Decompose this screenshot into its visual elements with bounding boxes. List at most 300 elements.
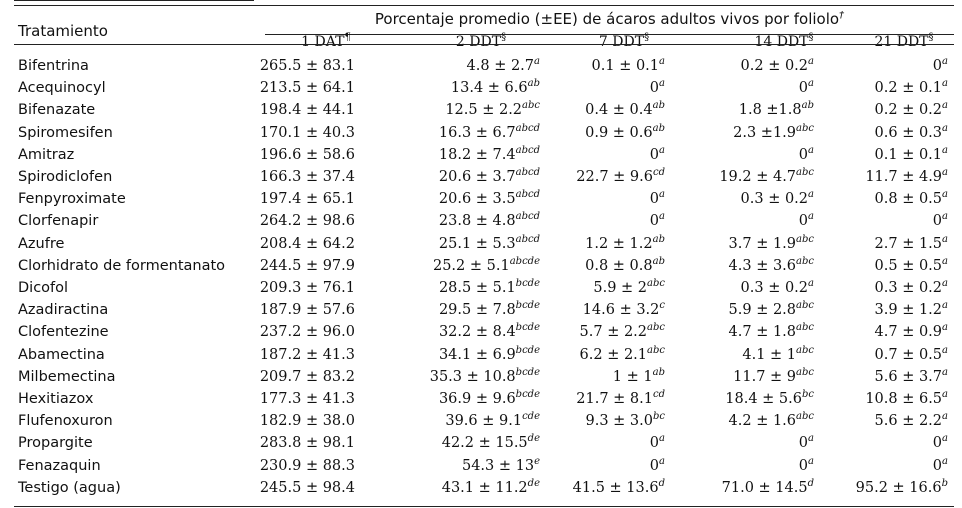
cell-col-5 [874, 233, 948, 252]
table-row [14, 57, 954, 78]
treatment-name: Azufre [18, 235, 65, 252]
cell-col-5 [932, 455, 948, 474]
significance-letters: abcd [515, 211, 540, 223]
treatment-name: Milbemectina [18, 368, 116, 385]
cell-value: 5.9 ± 2 [593, 280, 648, 296]
cell-value: 2.7 ± 1.5 [874, 235, 943, 252]
cell-value: 11.7 ± 4.9 [865, 169, 943, 185]
table-row [14, 257, 954, 278]
significance-letters: abc [796, 122, 814, 134]
cell-value: 23.8 ± 4.8 [438, 213, 516, 230]
treatment-name: Dicofol [18, 280, 69, 296]
cell-value: 41.5 ± 13.6 [572, 479, 659, 496]
cell-value: 208.4 ± 64.2 [259, 235, 355, 252]
significance-letters: ab [801, 100, 814, 112]
cell-col-3 [650, 213, 665, 229]
cell-value: 0 [798, 80, 809, 97]
table-row [14, 412, 954, 433]
cell-value: 0 [649, 80, 660, 97]
cell-value: 0 [798, 146, 809, 163]
significance-letters: ab [527, 78, 540, 90]
table-row [14, 146, 954, 167]
table-row [14, 279, 954, 300]
cell-col-1 [260, 147, 355, 163]
cell-col-5 [875, 413, 948, 429]
significance-letters: bcde [515, 389, 540, 400]
significance-letters: de [527, 433, 540, 445]
treatment-name: Testigo (agua) [18, 479, 121, 496]
cell-col-1 [260, 369, 355, 385]
cell-value: 0.1 ± 0.1 [591, 58, 660, 74]
cell-col-2 [432, 255, 540, 274]
cell-col-2 [442, 435, 540, 451]
cell-value: 198.4 ± 44.1 [259, 102, 355, 119]
span-title-mark: † [839, 10, 845, 21]
significance-letters: a [942, 433, 948, 445]
cell-col-1 [260, 236, 355, 252]
significance-letters: a [808, 144, 814, 156]
cell-value: 187.9 ± 57.6 [259, 302, 355, 319]
treatment-name: Clofentezine [18, 324, 109, 341]
cell-value: 21.7 ± 8.1 [576, 391, 653, 407]
cell-value: 6.2 ± 2.1 [579, 346, 648, 363]
significance-letters: a [942, 56, 948, 67]
cell-col-3 [572, 477, 665, 496]
column-header-mark: § [928, 32, 934, 43]
cell-col-4 [741, 191, 814, 207]
cell-col-4 [799, 213, 814, 229]
significance-letters: a [942, 411, 948, 423]
cell-col-3 [585, 233, 665, 252]
significance-letters: abc [796, 322, 814, 334]
cell-value: 0.3 ± 0.2 [740, 191, 809, 208]
significance-letters: a [942, 144, 948, 156]
cell-value: 237.2 ± 96.0 [259, 324, 355, 341]
cell-value: 4.2 ± 1.6 [728, 413, 797, 430]
cell-value: 0 [649, 146, 660, 163]
cell-value: 0 [798, 213, 809, 230]
cell-value: 95.2 ± 16.6 [855, 479, 942, 496]
cell-value: 209.3 ± 76.1 [259, 280, 355, 296]
cell-value: 71.0 ± 14.5 [721, 479, 808, 496]
cell-col-1 [260, 191, 355, 207]
cell-value: 0.2 ± 0.2 [740, 58, 809, 74]
significance-letters: abc [522, 100, 540, 112]
significance-letters: a [942, 122, 948, 134]
header-span-title [265, 10, 954, 28]
column-header-4 [714, 34, 854, 50]
treatment-name: Bifentrina [18, 58, 89, 74]
significance-letters: a [659, 211, 665, 223]
cell-col-2 [439, 302, 540, 318]
cell-value: 196.6 ± 58.6 [259, 146, 355, 163]
table-row [14, 457, 954, 478]
cell-value: 209.7 ± 83.2 [259, 368, 355, 385]
cell-value: 25.2 ± 5.1 [432, 257, 510, 274]
significance-letters: d [807, 477, 814, 489]
significance-letters: ab [652, 366, 665, 378]
cell-value: 0 [649, 191, 660, 208]
cell-value: 177.3 ± 41.3 [259, 391, 355, 407]
cell-col-4 [721, 477, 814, 496]
treatment-name: Clorfenapir [18, 213, 99, 230]
cell-col-5 [933, 58, 948, 74]
cell-value: 36.9 ± 9.6 [438, 391, 516, 407]
significance-letters: a [942, 389, 948, 400]
significance-letters: abc [647, 322, 665, 334]
cell-col-5 [875, 102, 948, 118]
cell-col-4 [725, 391, 814, 407]
cell-value: 244.5 ± 97.9 [259, 257, 355, 274]
cell-col-5 [874, 366, 948, 385]
cell-value: 0.1 ± 0.1 [874, 146, 943, 163]
cell-col-1 [260, 58, 355, 74]
table-row [14, 434, 954, 455]
cell-col-3 [612, 366, 665, 385]
cell-value: 0.9 ± 0.6 [585, 124, 653, 141]
cell-col-3 [585, 102, 665, 118]
cell-value: 182.9 ± 38.0 [259, 413, 355, 430]
treatment-name: Azadiractina [18, 302, 109, 319]
table-row [14, 235, 954, 256]
cell-col-4 [729, 324, 814, 340]
table-bottom-rule [14, 506, 954, 507]
cell-col-3 [585, 413, 665, 429]
significance-letters: bcde [515, 300, 540, 312]
cell-col-2 [439, 280, 540, 296]
significance-letters: abcd [515, 233, 540, 245]
significance-letters: ab [652, 100, 665, 112]
cell-value: 187.2 ± 41.3 [259, 346, 355, 363]
cell-value: 5.9 ± 2.8 [728, 302, 797, 319]
cell-value: 32.2 ± 8.4 [438, 324, 516, 341]
cell-value: 0 [932, 435, 943, 452]
significance-letters: abc [796, 233, 814, 245]
significance-letters: abcd [515, 189, 540, 201]
table-row [14, 479, 954, 500]
cell-col-2 [438, 344, 540, 363]
significance-letters: bc [652, 411, 665, 423]
cell-col-4 [798, 455, 814, 474]
cell-col-1 [260, 324, 355, 340]
treatment-name: Fenazaquin [18, 457, 101, 474]
significance-letters: a [942, 322, 948, 334]
significance-letters: abcd [515, 167, 540, 178]
cell-value: 20.6 ± 3.5 [438, 191, 516, 208]
cell-value: 11.7 ± 9 [733, 368, 797, 385]
significance-letters: bc [801, 389, 814, 400]
treatment-name: Hexitiazox [18, 391, 94, 407]
cell-value: 0.8 ± 0.8 [585, 257, 653, 274]
treatment-name: Fenpyroximate [18, 191, 126, 208]
significance-letters: a [942, 211, 948, 223]
significance-letters: a [659, 144, 665, 156]
cell-col-1 [260, 347, 355, 363]
cell-value: 29.5 ± 7.8 [438, 302, 516, 319]
cell-value: 28.5 ± 5.1 [438, 280, 516, 296]
significance-letters: abc [796, 344, 814, 356]
column-header-5 [834, 34, 962, 50]
cell-value: 42.2 ± 15.5 [441, 435, 528, 452]
cell-col-5 [874, 122, 948, 141]
cell-col-4 [719, 169, 814, 185]
column-header-mark: ¶ [344, 32, 351, 43]
cell-col-3 [592, 58, 665, 74]
cell-col-3 [593, 280, 665, 296]
table-row [14, 390, 954, 411]
significance-letters: a [942, 300, 948, 312]
cell-col-2 [451, 80, 540, 96]
cell-value: 4.7 ± 0.9 [874, 324, 943, 341]
significance-letters: c [659, 300, 665, 312]
cell-value: 0.2 ± 0.2 [874, 102, 943, 119]
significance-letters: de [527, 477, 540, 489]
significance-letters: a [659, 56, 665, 67]
cell-value: 0.7 ± 0.5 [874, 346, 943, 363]
significance-letters: a [808, 56, 814, 67]
cell-col-4 [799, 435, 814, 451]
table-row [14, 346, 954, 367]
column-header-mark: § [501, 32, 507, 43]
cell-col-2 [438, 144, 540, 163]
treatment-name: Amitraz [18, 146, 75, 163]
cell-value: 0 [798, 457, 809, 474]
cell-col-3 [576, 169, 665, 185]
significance-letters: a [942, 344, 948, 356]
significance-letters: abcd [515, 144, 540, 156]
cell-col-3 [585, 255, 665, 274]
significance-letters: a [942, 366, 948, 378]
treatment-name: Acequinocyl [18, 80, 106, 97]
cell-value: 5.6 ± 3.7 [874, 368, 943, 385]
significance-letters: abc [647, 344, 665, 356]
significance-letters: cd [652, 167, 665, 178]
cell-value: 4.8 ± 2.7 [466, 58, 535, 74]
cell-value: 283.8 ± 98.1 [259, 435, 355, 452]
cell-value: 12.5 ± 2.2 [445, 102, 523, 119]
significance-letters: cd [652, 389, 665, 400]
cell-col-2 [439, 191, 540, 207]
table-top-rule [14, 5, 954, 6]
cell-value: 0.3 ± 0.2 [874, 280, 943, 296]
significance-letters: ab [652, 233, 665, 245]
significance-letters: a [534, 56, 540, 67]
significance-letters: a [942, 233, 948, 245]
cell-col-2 [439, 391, 540, 407]
cell-col-2 [439, 324, 540, 340]
significance-letters: ab [652, 122, 665, 134]
table-row [14, 168, 954, 189]
cell-col-2 [461, 455, 540, 474]
cell-value: 0 [798, 435, 809, 452]
column-header-label: 2 DDT [455, 34, 502, 50]
significance-letters: abcde [509, 255, 540, 267]
treatment-name: Spirodiclofen [18, 169, 113, 185]
cell-value: 0.5 ± 0.5 [874, 257, 943, 274]
cell-col-5 [933, 435, 948, 451]
cell-value: 1 ± 1 [612, 368, 653, 385]
cell-col-1 [260, 258, 355, 274]
table-row [14, 212, 954, 233]
table-row [14, 124, 954, 145]
cell-col-1 [260, 391, 355, 407]
cell-col-2 [467, 58, 540, 74]
significance-letters: a [659, 433, 665, 445]
cell-value: 245.5 ± 98.4 [259, 479, 355, 496]
significance-letters: abc [796, 366, 814, 378]
cell-col-4 [741, 58, 814, 74]
cell-value: 4.7 ± 1.8 [728, 324, 797, 341]
treatment-name: Spiromesifen [18, 124, 113, 141]
cell-col-4 [799, 80, 814, 96]
cell-col-4 [728, 233, 814, 252]
cell-value: 166.3 ± 37.4 [259, 169, 355, 185]
cell-value: 25.1 ± 5.3 [438, 235, 516, 252]
cell-value: 13.4 ± 6.6 [450, 80, 528, 97]
cell-value: 0 [649, 213, 660, 230]
significance-letters: a [808, 211, 814, 223]
column-header-3 [554, 34, 694, 50]
cell-value: 0 [649, 457, 660, 474]
treatment-name: Flufenoxuron [18, 413, 113, 430]
cell-value: 0.2 ± 0.1 [874, 80, 943, 97]
cell-value: 5.6 ± 2.2 [874, 413, 943, 430]
cell-col-2 [439, 213, 540, 229]
cell-col-3 [649, 455, 665, 474]
significance-letters: a [808, 278, 814, 289]
column-header-label: 14 DDT [754, 34, 809, 50]
cell-col-5 [875, 324, 948, 340]
treatment-name: Bifenazate [18, 102, 96, 119]
treatment-name: Clorhidrato de formentanato [18, 257, 226, 274]
cell-value: 54.3 ± 13 [461, 457, 535, 474]
significance-letters: a [659, 189, 665, 201]
cell-value: 20.6 ± 3.7 [438, 169, 516, 185]
cell-col-2 [429, 366, 540, 385]
cell-value: 213.5 ± 64.1 [259, 80, 355, 97]
significance-letters: a [808, 189, 814, 201]
cell-value: 1.8 ±1.8 [738, 102, 802, 119]
cell-value: 9.3 ± 3.0 [585, 413, 653, 430]
cell-col-1 [260, 435, 355, 451]
column-header-label: 7 DDT [598, 34, 645, 50]
cell-value: 34.1 ± 6.9 [438, 346, 516, 363]
cell-value: 0.8 ± 0.5 [874, 191, 943, 208]
cell-col-3 [649, 144, 665, 163]
column-header-label: 21 DDT [874, 34, 929, 50]
cell-value: 18.4 ± 5.6 [725, 391, 802, 407]
cell-value: 3.9 ± 1.2 [874, 302, 943, 319]
table-row [14, 301, 954, 322]
cell-value: 35.3 ± 10.8 [429, 368, 516, 385]
cell-col-1 [260, 213, 355, 229]
significance-letters: a [659, 78, 665, 90]
significance-letters: bcde [515, 278, 540, 289]
cell-col-2 [445, 413, 540, 429]
significance-letters: abc [796, 300, 814, 312]
cell-col-4 [733, 122, 814, 141]
cell-col-4 [729, 302, 814, 318]
significance-letters: b [941, 477, 948, 489]
span-title-text: Porcentaje promedio (±EE) de ácaros adultos vivos por foliolo [374, 10, 840, 28]
cell-col-3 [583, 302, 665, 318]
significance-letters: bcde [515, 366, 540, 378]
cell-col-4 [729, 413, 814, 429]
significance-letters: e [534, 455, 540, 467]
significance-letters: a [942, 100, 948, 112]
column-header-mark: § [808, 32, 814, 43]
table-row [14, 368, 954, 389]
cell-col-3 [576, 391, 665, 407]
cell-value: 4.3 ± 3.6 [728, 257, 797, 274]
significance-letters: a [942, 78, 948, 90]
significance-letters: d [658, 477, 665, 489]
cell-value: 19.2 ± 4.7 [719, 169, 797, 185]
cell-col-1 [260, 480, 355, 496]
cell-col-1 [260, 280, 355, 296]
cell-col-5 [874, 344, 948, 363]
header-tratamiento: Tratamiento [18, 22, 108, 40]
significance-letters: a [942, 189, 948, 201]
cell-value: 0 [932, 213, 943, 230]
cell-col-4 [742, 344, 814, 363]
column-header-mark: § [644, 32, 650, 43]
table-row [14, 323, 954, 344]
cell-value: 0.3 ± 0.2 [740, 280, 809, 296]
cell-value: 0.4 ± 0.4 [585, 102, 653, 119]
significance-letters: a [808, 433, 814, 445]
cell-value: 0 [649, 435, 660, 452]
header-bottom-rule [14, 44, 954, 45]
cell-value: 43.1 ± 11.2 [441, 479, 528, 496]
cell-col-3 [650, 191, 665, 207]
cell-value: 0 [932, 457, 943, 474]
cell-col-3 [579, 344, 665, 363]
column-header-2 [411, 34, 551, 50]
cell-col-5 [855, 477, 948, 496]
cell-value: 264.2 ± 98.6 [259, 213, 355, 230]
cell-col-2 [441, 477, 540, 496]
cell-col-5 [875, 302, 948, 318]
cell-col-1 [260, 169, 355, 185]
cell-value: 197.4 ± 65.1 [259, 191, 355, 208]
treatment-name: Propargite [18, 435, 93, 452]
cell-col-5 [874, 144, 948, 163]
cell-value: 16.3 ± 6.7 [438, 124, 516, 141]
cell-col-3 [650, 80, 665, 96]
cell-col-2 [438, 233, 540, 252]
significance-letters: bcde [515, 344, 540, 356]
cell-col-4 [739, 102, 814, 118]
significance-letters: abc [796, 411, 814, 423]
column-header-label: 1 DAT [301, 34, 345, 50]
significance-letters: bcde [515, 322, 540, 334]
cell-col-4 [741, 280, 814, 296]
cell-col-1 [260, 102, 355, 118]
cell-col-1 [260, 80, 355, 96]
cell-col-1 [260, 413, 355, 429]
cell-col-4 [728, 255, 814, 274]
cell-col-2 [438, 122, 540, 141]
cell-value: 170.1 ± 40.3 [259, 124, 355, 141]
cell-col-1 [260, 125, 355, 141]
table-row [14, 101, 954, 122]
cell-col-5 [875, 80, 948, 96]
significance-letters: abcd [515, 122, 540, 134]
column-header-1 [256, 34, 396, 50]
cell-value: 18.2 ± 7.4 [438, 146, 516, 163]
significance-letters: a [942, 167, 948, 178]
